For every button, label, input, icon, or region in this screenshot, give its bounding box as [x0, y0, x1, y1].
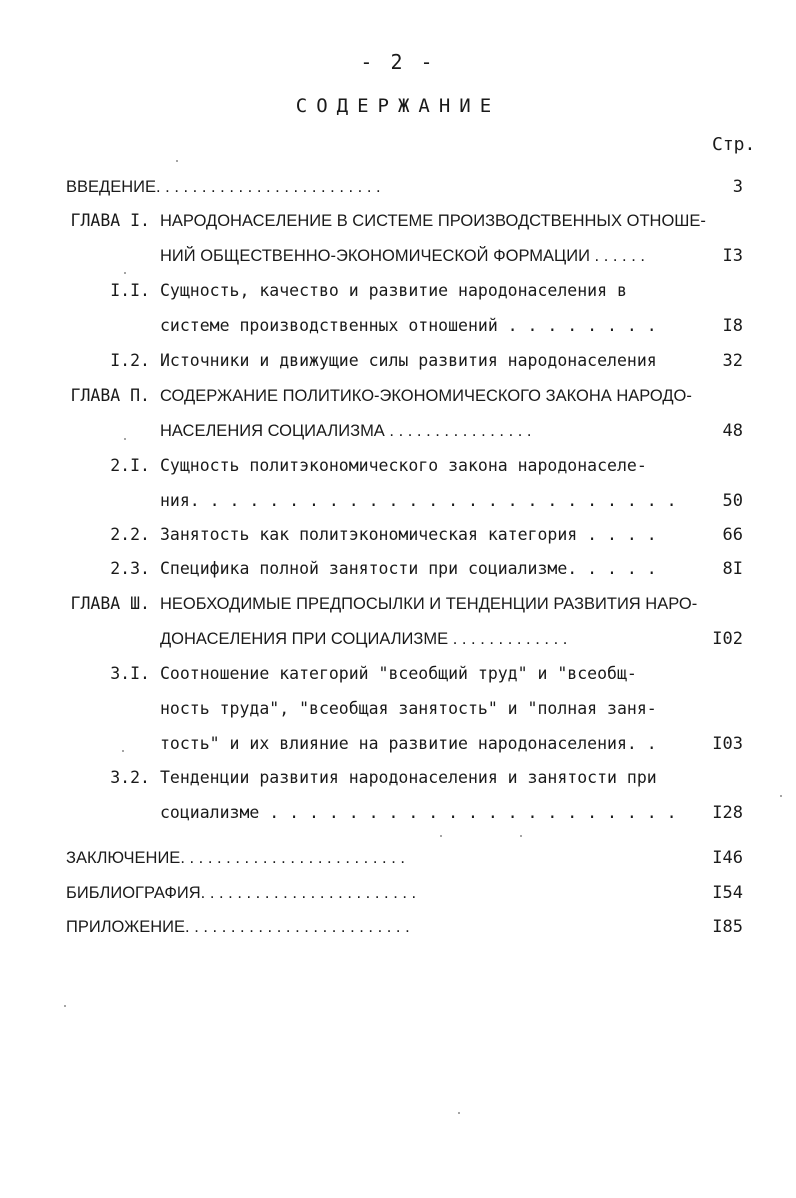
scan-speck	[124, 438, 126, 440]
scan-speck	[64, 1005, 66, 1007]
toc-entry-conclusion: ЗАКЛЮЧЕНИЕ. . . . . . . . . . . . . . . . . . . . . . . . .	[66, 849, 405, 867]
toc-page-number: I03	[712, 734, 743, 754]
toc-page-number: 8I	[722, 559, 743, 579]
scan-speck	[124, 272, 126, 274]
toc-section-label: 2.I.	[110, 456, 150, 475]
toc-section-label: I.I.	[110, 281, 150, 300]
toc-entry-line: НАСЕЛЕНИЯ СОЦИАЛИЗМА . . . . . . . . . . . . . . . .	[160, 422, 532, 440]
toc-entry-line: Занятость как политэкономическая категория . . . .	[160, 525, 657, 544]
page-column-label: Стр.	[712, 134, 756, 155]
toc-entry-appendix: ПРИЛОЖЕНИЕ. . . . . . . . . . . . . . . . . . . . . . . . .	[66, 918, 410, 936]
toc-section-label: 3.2.	[110, 768, 150, 787]
toc-entry-line: НЕОБХОДИМЫЕ ПРЕДПОСЫЛКИ И ТЕНДЕНЦИИ РАЗВИТИЯ НАРО-	[160, 595, 698, 613]
toc-page-number: I54	[712, 883, 743, 903]
toc-page-number: 50	[722, 491, 743, 511]
toc-entry-line: ность труда", "всеобщая занятость" и "полная заня-	[160, 699, 657, 718]
scan-speck	[458, 1112, 460, 1114]
toc-page-number: I02	[712, 629, 743, 649]
toc-entry-line: НАРОДОНАСЕЛЕНИЕ В СИСТЕМЕ ПРОИЗВОДСТВЕННЫХ ОТНОШЕ-	[160, 212, 706, 230]
toc-title: СОДЕРЖАНИЕ	[295, 95, 501, 117]
toc-chapter-label: ГЛАВА Ш.	[70, 594, 150, 613]
toc-section-label: 2.2.	[110, 525, 150, 544]
toc-entry-line: ния. . . . . . . . . . . . . . . . . . . . . . . . .	[160, 491, 677, 510]
toc-entry-line: тость" и их влияние на развитие народонаселения. .	[160, 734, 657, 753]
toc-page-number: 66	[722, 525, 743, 545]
toc-page-number: I28	[712, 803, 743, 823]
toc-entry-line: НИЙ ОБЩЕСТВЕННО-ЭКОНОМИЧЕСКОЙ ФОРМАЦИИ . . . . . .	[160, 247, 645, 265]
toc-section-label: I.2.	[110, 351, 150, 370]
scan-speck	[520, 835, 522, 837]
toc-entry-line: ДОНАСЕЛЕНИЯ ПРИ СОЦИАЛИЗМЕ . . . . . . . . . . . . .	[160, 630, 568, 648]
toc-page-number: I85	[712, 917, 743, 937]
toc-entry-line: Специфика полной занятости при социализме. . . . .	[160, 559, 657, 578]
toc-page-number: 3	[732, 177, 743, 197]
toc-page-number: 32	[722, 351, 743, 371]
toc-section-label: 3.I.	[110, 664, 150, 683]
scan-speck	[176, 160, 178, 162]
toc-entry-line: социализме . . . . . . . . . . . . . . . . . . . . .	[160, 803, 677, 822]
toc-entry-line: Источники и движущие силы развития народонаселения	[160, 351, 657, 370]
toc-entry-introduction: ВВЕДЕНИЕ. . . . . . . . . . . . . . . . . . . . . . . . .	[66, 178, 381, 196]
toc-entry-line: Соотношение категорий "всеобщий труд" и "всеобщ-	[160, 664, 637, 683]
scan-speck	[122, 750, 124, 752]
toc-page-number: I8	[722, 316, 743, 336]
toc-chapter-label: ГЛАВА П.	[70, 386, 150, 405]
toc-entry-line: Тенденции развития народонаселения и занятости при	[160, 768, 657, 787]
toc-chapter-label: ГЛАВА I.	[70, 211, 150, 230]
toc-entry-line: системе производственных отношений . . . . . . . .	[160, 316, 657, 335]
toc-entry-bibliography: БИБЛИОГРАФИЯ. . . . . . . . . . . . . . . . . . . . . . . .	[66, 884, 417, 902]
scan-speck	[780, 795, 782, 797]
toc-section-label: 2.3.	[110, 559, 150, 578]
toc-page-number: I46	[712, 848, 743, 868]
toc-entry-line: Сущность политэкономического закона народонаселе-	[160, 456, 647, 475]
page-number: - 2 -	[360, 50, 436, 74]
scan-speck	[440, 835, 442, 837]
toc-page-number: I3	[722, 246, 743, 266]
toc-entry-line: СОДЕРЖАНИЕ ПОЛИТИКО-ЭКОНОМИЧЕСКОГО ЗАКОНА НАРОДО-	[160, 387, 692, 405]
toc-entry-line: Сущность, качество и развитие народонаселения в	[160, 281, 627, 300]
toc-page-number: 48	[722, 421, 743, 441]
